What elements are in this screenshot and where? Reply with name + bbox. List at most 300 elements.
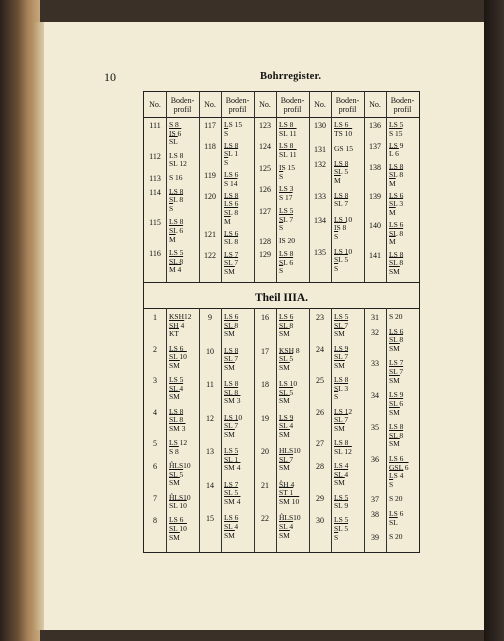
bottom-entry-profile: [389, 495, 423, 504]
bottom-entry-number: 31: [371, 313, 379, 322]
profile-layer: LS 6: [169, 515, 184, 525]
bottom-entry-profile: [389, 313, 423, 322]
bottom-entry-profile: [279, 347, 313, 373]
profile-layer: $\overline{SM}$: [389, 407, 400, 417]
profile-layer: LS 10: [334, 246, 353, 256]
profile-layer: LS 10: [279, 379, 298, 389]
profile-layer: LS 8: [224, 190, 239, 200]
profile-layer: SH 4: [169, 320, 185, 330]
profile-layer: SL 8: [389, 258, 404, 268]
top-entry-profile: [279, 250, 313, 276]
profile-layer: SL 7: [334, 352, 349, 362]
profile-layer: SM 4: [224, 463, 241, 473]
bottom-entry-number: 29: [316, 493, 324, 503]
profile-layer: LS 6: [389, 326, 404, 336]
header-bodenprofil: Boden- profil: [166, 92, 199, 118]
column-divider: [276, 308, 277, 552]
top-entry-profile: [334, 121, 368, 138]
profile-layer: S 15: [389, 128, 403, 138]
bottom-entry-number: 39: [371, 533, 379, 543]
bottom-entry-profile: [169, 516, 203, 542]
profile-layer: S 8: [169, 120, 179, 129]
profile-layer: LS 8: [389, 249, 404, 259]
profile-layer: GSL 6: [389, 462, 409, 472]
header-bodenprofil: Boden- profil: [221, 92, 254, 118]
profile-layer: SL 8: [224, 208, 239, 218]
profile-layer: $\overline{SM}$: [279, 329, 290, 339]
profile-layer: IS 6: [169, 128, 182, 138]
profile-layer: $\overline{S}$: [279, 223, 284, 233]
profile-layer: S 8: [169, 446, 179, 456]
top-entry-number: 123: [259, 121, 271, 130]
profile-layer: SL 4: [334, 469, 349, 479]
page-header: [104, 70, 404, 86]
top-entry-profile: [279, 164, 313, 181]
profile-layer: SL 5: [334, 255, 349, 265]
profile-layer: LS 9: [334, 343, 349, 353]
profile-layer: SL 8: [224, 320, 239, 330]
profile-layer: $\overline{SM}$: [334, 360, 345, 370]
profile-layer: LS 6: [224, 170, 239, 180]
profile-layer: LS 6: [389, 454, 404, 464]
top-entry-profile: [389, 163, 423, 189]
bottom-entry-number: 33: [371, 359, 379, 369]
top-entry-profile: [389, 142, 423, 159]
header-bodenprofil: Boden- profil: [276, 92, 309, 118]
top-entry-number: 125: [259, 163, 271, 173]
profile-layer: LS 6: [224, 312, 239, 321]
bottom-entry-profile: [169, 494, 203, 511]
profile-layer: KSH12: [169, 312, 192, 321]
profile-layer: ĤLS10: [169, 492, 191, 502]
top-entry-number: 115: [149, 218, 161, 228]
bottom-entry-number: 37: [371, 495, 379, 505]
bottom-entry-number: 6: [153, 462, 157, 472]
column-divider: [221, 308, 222, 552]
profile-layer: SL 8: [224, 387, 239, 397]
bottom-entry-profile: [389, 510, 423, 527]
profile-layer: LS 8: [169, 150, 184, 160]
profile-layer: LS 5: [169, 248, 184, 258]
profile-layer: SL 4: [279, 522, 294, 532]
profile-layer: SM 10: [279, 497, 300, 507]
profile-layer: LS 7: [389, 358, 404, 368]
top-entry-number: 131: [314, 144, 326, 154]
header-no: No.: [254, 92, 276, 118]
profile-layer: SL 1: [224, 149, 239, 159]
top-entry-profile: [169, 121, 203, 147]
profile-layer: SL 11: [279, 128, 297, 138]
bottom-entry-profile: [334, 376, 368, 402]
top-entry-profile: [224, 171, 258, 188]
profile-layer: LS 9: [389, 140, 404, 150]
bottom-entry-profile: [389, 533, 423, 542]
profile-layer: $\overline{M}$: [224, 216, 231, 226]
top-entry-profile: [169, 188, 203, 214]
profile-layer: LS 8: [224, 379, 239, 389]
bottom-entry-number: 34: [371, 391, 379, 401]
top-entry-profile: [334, 248, 368, 274]
profile-layer: LS 8: [334, 438, 349, 448]
profile-layer: S 20: [389, 312, 403, 321]
bottom-entry-number: 17: [261, 346, 269, 356]
bottom-entry-profile: [334, 494, 368, 511]
profile-layer: LS 6: [389, 220, 404, 230]
top-entry-profile: [389, 221, 423, 247]
profile-layer: $\overline{SM}$: [334, 423, 345, 433]
profile-layer: LS 8: [389, 161, 404, 171]
top-entry-profile: [389, 251, 423, 277]
bottom-entry-profile: [334, 462, 368, 488]
profile-layer: LS 4: [389, 471, 404, 481]
profile-layer: $\overline{SM}$: [389, 439, 400, 449]
bottom-entry-profile: [334, 439, 368, 456]
top-entry-number: 116: [149, 249, 161, 259]
top-entry-number: 128: [259, 237, 271, 247]
profile-layer: $\overline{M}$: [389, 237, 396, 247]
top-entry-profile: [389, 192, 423, 218]
profile-layer: $\overline{S}$: [334, 392, 339, 402]
top-entry-number: 119: [204, 171, 216, 181]
profile-layer: SL 4: [169, 383, 184, 393]
bottom-entry-number: 2: [153, 344, 157, 354]
top-entry-number: 139: [369, 191, 381, 201]
bottom-entry-profile: [279, 481, 313, 507]
profile-layer: $\overline{SM}$: [169, 392, 180, 402]
profile-layer: SL 5: [224, 488, 239, 498]
profile-layer: L 6: [389, 149, 399, 159]
profile-layer: LS 8: [224, 140, 239, 150]
profile-layer: ĤLS10: [169, 461, 191, 471]
profile-layer: SM 3: [224, 396, 241, 406]
bottom-entry-profile: [334, 408, 368, 434]
bottom-entry-number: 3: [153, 376, 157, 386]
top-entry-number: 111: [149, 121, 161, 130]
profile-layer: SL 5: [334, 524, 349, 534]
top-entry-profile: [279, 142, 313, 159]
top-entry-profile: [279, 121, 313, 138]
bottom-entry-profile: [169, 313, 203, 339]
column-divider: [221, 92, 222, 282]
column-divider: [166, 308, 167, 552]
profile-layer: SL 5: [334, 167, 349, 177]
profile-layer: SL 5: [169, 469, 184, 479]
profile-layer: $\overline{SM}$: [169, 532, 180, 542]
bottom-entry-profile: [334, 313, 368, 339]
profile-layer: $\overline{SM}$: [279, 429, 290, 439]
top-entry-number: 129: [259, 249, 271, 259]
header-no: No.: [309, 92, 331, 118]
profile-layer: IS 20: [279, 236, 296, 246]
profile-layer: $\overline{SM}$: [224, 362, 235, 372]
profile-layer: SL 8: [224, 237, 239, 247]
top-entry-profile: [279, 207, 313, 233]
top-entry-profile: [334, 145, 368, 154]
bottom-entry-profile: [224, 347, 258, 373]
profile-layer: $\overline{M}$: [169, 234, 176, 244]
top-entry-profile: [334, 192, 368, 209]
top-entry-number: 141: [369, 250, 381, 260]
profile-layer: $\overline{M}$: [334, 175, 341, 185]
bottom-entry-profile: [279, 313, 313, 339]
bottom-entry-number: 7: [153, 493, 157, 503]
top-entry-number: 132: [314, 159, 326, 169]
section-separator-line: [144, 308, 419, 309]
bottom-entry-profile: [389, 423, 423, 449]
top-entry-profile: [169, 152, 203, 169]
bottom-entry-profile: [224, 447, 258, 473]
profile-layer: SL 8: [279, 320, 294, 330]
top-entry-number: 130: [314, 121, 326, 130]
column-divider: [276, 92, 277, 282]
bottom-entry-profile: [389, 455, 423, 489]
column-divider: [386, 92, 387, 282]
profile-layer: $\overline{S}$: [334, 532, 339, 542]
profile-layer: $\overline{S}$: [334, 263, 339, 273]
background-right: [484, 0, 504, 641]
profile-layer: TS 10: [334, 128, 353, 138]
profile-layer: IS 15: [279, 162, 296, 172]
profile-layer: SL 5: [279, 387, 294, 397]
profile-layer: LS 8: [334, 375, 349, 385]
profile-layer: S 20: [389, 532, 403, 542]
profile-layer: $\overline{S}$: [224, 128, 229, 138]
bottom-entry-profile: [279, 514, 313, 540]
bottom-entry-number: 24: [316, 344, 324, 354]
profile-layer: LS 5: [224, 446, 239, 456]
profile-layer: SL 4: [279, 421, 294, 431]
profile-layer: SL 9: [334, 501, 349, 511]
profile-layer: LS 6: [389, 509, 404, 519]
profile-layer: $\overline{M}$: [389, 178, 396, 188]
section-title: Theil IIIA.: [254, 292, 309, 304]
profile-layer: IS 8: [334, 223, 347, 233]
top-entry-profile: [224, 230, 258, 247]
profile-layer: $\overline{S}$: [279, 171, 284, 181]
profile-layer: SL 10: [169, 501, 187, 511]
bottom-entry-number: 12: [206, 413, 214, 423]
bottom-entry-profile: [334, 516, 368, 542]
top-entry-number: 121: [204, 229, 216, 239]
profile-layer: LS 6: [169, 343, 184, 353]
profile-layer: HLS10: [279, 446, 301, 456]
profile-layer: SL 7: [334, 320, 349, 330]
bottom-entry-profile: [279, 380, 313, 406]
profile-layer: KSH 8: [279, 345, 300, 355]
profile-layer: SL 6: [279, 257, 294, 267]
profile-layer: $\overline{S}$: [389, 479, 394, 489]
top-entry-profile: [224, 142, 258, 168]
profile-layer: SL 7: [224, 258, 239, 268]
profile-layer: LS 12: [334, 406, 353, 416]
profile-layer: LS 9: [279, 412, 294, 422]
bottom-entry-profile: [224, 380, 258, 406]
profile-layer: GS 15: [334, 143, 353, 153]
profile-layer: LS 10: [224, 412, 243, 422]
profile-layer: LS 8: [224, 345, 239, 355]
bottom-entry-number: 20: [261, 447, 269, 457]
top-entry-profile: [169, 218, 203, 244]
bottom-entry-profile: [224, 313, 258, 339]
bottom-entry-profile: [224, 514, 258, 540]
profile-layer: SL 8: [169, 415, 184, 425]
bottom-entry-number: 16: [261, 313, 269, 322]
top-entry-profile: [224, 251, 258, 277]
profile-layer: $\overline{SM}$: [279, 463, 290, 473]
top-entry-number: 122: [204, 250, 216, 260]
header-bodenprofil: Boden- profil: [331, 92, 364, 118]
profile-layer: LS 9: [389, 390, 404, 400]
bottom-entry-profile: [389, 391, 423, 417]
bore-register-table: [143, 91, 420, 553]
profile-layer: LS 10: [334, 214, 353, 224]
section-separator-line: [144, 282, 419, 283]
bottom-entry-profile: [389, 359, 423, 385]
profile-layer: SL 4: [224, 522, 239, 532]
profile-layer: LS 7: [224, 479, 239, 489]
profile-layer: $\overline{SM}$: [279, 530, 290, 540]
bottom-entry-profile: [169, 345, 203, 371]
profile-layer: S 17: [279, 193, 293, 203]
top-entry-number: 120: [204, 191, 216, 201]
top-entry-number: 118: [204, 141, 216, 151]
column-divider: [331, 308, 332, 552]
profile-layer: $\overline{SM}$: [224, 429, 235, 439]
profile-layer: SL 7: [334, 415, 349, 425]
profile-layer: $\overline{SM}$: [224, 266, 235, 276]
profile-layer: SM 4: [224, 497, 241, 507]
header-no: No.: [144, 92, 166, 118]
profile-layer: SL 8: [169, 256, 184, 266]
profile-layer: $\overline{M}$: [389, 208, 396, 218]
bottom-entry-profile: [169, 376, 203, 402]
profile-layer: SL 8: [389, 228, 404, 238]
bottom-entry-profile: [334, 345, 368, 371]
profile-layer: SL 10: [169, 524, 187, 534]
profile-layer: M 4: [169, 265, 182, 275]
profile-layer: S 20: [389, 494, 403, 504]
profile-layer: LS 7: [224, 249, 239, 259]
profile-layer: ŜH 4: [279, 479, 295, 489]
profile-layer: SL 8: [169, 195, 184, 205]
profile-layer: $\overline{SM}$: [224, 329, 235, 339]
bottom-entry-number: 32: [371, 327, 379, 337]
profile-layer: $\overline{SM}$: [224, 530, 235, 540]
column-divider: [331, 92, 332, 282]
column-divider: [386, 308, 387, 552]
profile-layer: SL 8: [389, 335, 404, 345]
top-entry-number: 117: [204, 121, 216, 130]
top-entry-number: 135: [314, 247, 326, 257]
profile-layer: LS 8: [389, 422, 404, 432]
profile-layer: $\overline{SM}$: [389, 343, 400, 353]
bottom-entry-number: 30: [316, 516, 324, 526]
bottom-entry-number: 11: [206, 380, 214, 390]
profile-layer: $\overline{SM}$: [169, 478, 180, 488]
top-entry-number: 126: [259, 185, 271, 195]
bottom-entry-number: 35: [371, 423, 379, 433]
profile-layer: SL 3: [334, 383, 349, 393]
top-entry-profile: [334, 216, 368, 242]
top-entry-number: 113: [149, 174, 161, 183]
bottom-entry-profile: [169, 439, 203, 456]
bottom-entry-number: 27: [316, 439, 324, 449]
profile-layer: SL 7: [334, 199, 349, 209]
profile-layer: LS 5: [389, 120, 404, 129]
top-entry-number: 136: [369, 121, 381, 130]
profile-layer: ĤLS10: [279, 513, 301, 523]
profile-layer: LS 8: [334, 190, 349, 200]
top-entry-number: 138: [369, 162, 381, 172]
profile-layer: $\overline{SM}$: [389, 266, 400, 276]
top-entry-profile: [279, 237, 313, 246]
top-entry-number: 124: [259, 142, 271, 152]
profile-layer: LS 8: [169, 186, 184, 196]
profile-layer: LS 3: [279, 184, 294, 194]
top-entry-profile: [224, 192, 258, 226]
bottom-entry-profile: [224, 414, 258, 440]
profile-layer: LS 5: [334, 515, 349, 525]
profile-layer: $\overline{S}$: [224, 157, 229, 167]
bottom-entry-number: 28: [316, 462, 324, 472]
bottom-entry-profile: [279, 447, 313, 473]
profile-layer: SL 7: [224, 354, 239, 364]
profile-layer: SL 11: [279, 150, 297, 160]
top-entry-profile: [224, 121, 258, 138]
bottom-entry-number: 10: [206, 346, 214, 356]
profile-layer: LS 15: [224, 120, 243, 129]
profile-layer: $\overline{SM}$: [169, 360, 180, 370]
profile-layer: LS 8: [279, 141, 294, 151]
top-entry-number: 112: [149, 151, 161, 161]
profile-layer: SL 10: [169, 352, 187, 362]
profile-layer: SL 8: [389, 170, 404, 180]
bottom-entry-number: 19: [261, 413, 269, 423]
bottom-entry-profile: [169, 408, 203, 434]
profile-layer: SL 5: [279, 354, 294, 364]
profile-layer: LS 6: [224, 513, 239, 523]
top-entry-profile: [279, 185, 313, 202]
profile-layer: LS 6: [389, 190, 404, 200]
top-entry-profile: [334, 160, 368, 186]
profile-layer: SM 3: [169, 423, 186, 433]
profile-layer: LS 5: [169, 375, 184, 385]
bottom-entry-number: 8: [153, 516, 157, 526]
profile-layer: $\overline{S}$: [279, 266, 284, 276]
profile-layer: $\overline{SL}$: [389, 517, 398, 527]
bottom-entry-number: 26: [316, 407, 324, 417]
bottom-entry-number: 23: [316, 313, 324, 322]
top-entry-number: 127: [259, 206, 271, 216]
bottom-entry-profile: [279, 414, 313, 440]
bottom-entry-profile: [169, 462, 203, 488]
profile-layer: LS 5: [334, 492, 349, 502]
profile-layer: LS 8: [169, 406, 184, 416]
bottom-entry-number: 25: [316, 376, 324, 386]
profile-layer: LS 8: [334, 158, 349, 168]
profile-layer: S 14: [224, 178, 238, 188]
profile-layer: LS 6: [224, 228, 239, 238]
profile-layer: SL 7: [279, 214, 294, 224]
profile-layer: $\overline{SM}$: [334, 329, 345, 339]
profile-layer: SL 1: [224, 454, 239, 464]
profile-layer: $\overline{KT}$: [169, 329, 179, 339]
profile-layer: $\overline{SM}$: [389, 375, 400, 385]
header-no: No.: [364, 92, 386, 118]
profile-layer: ST 1: [279, 488, 294, 498]
profile-layer: $\overline{SL}$: [169, 137, 178, 147]
profile-layer: SL 7: [224, 421, 239, 431]
